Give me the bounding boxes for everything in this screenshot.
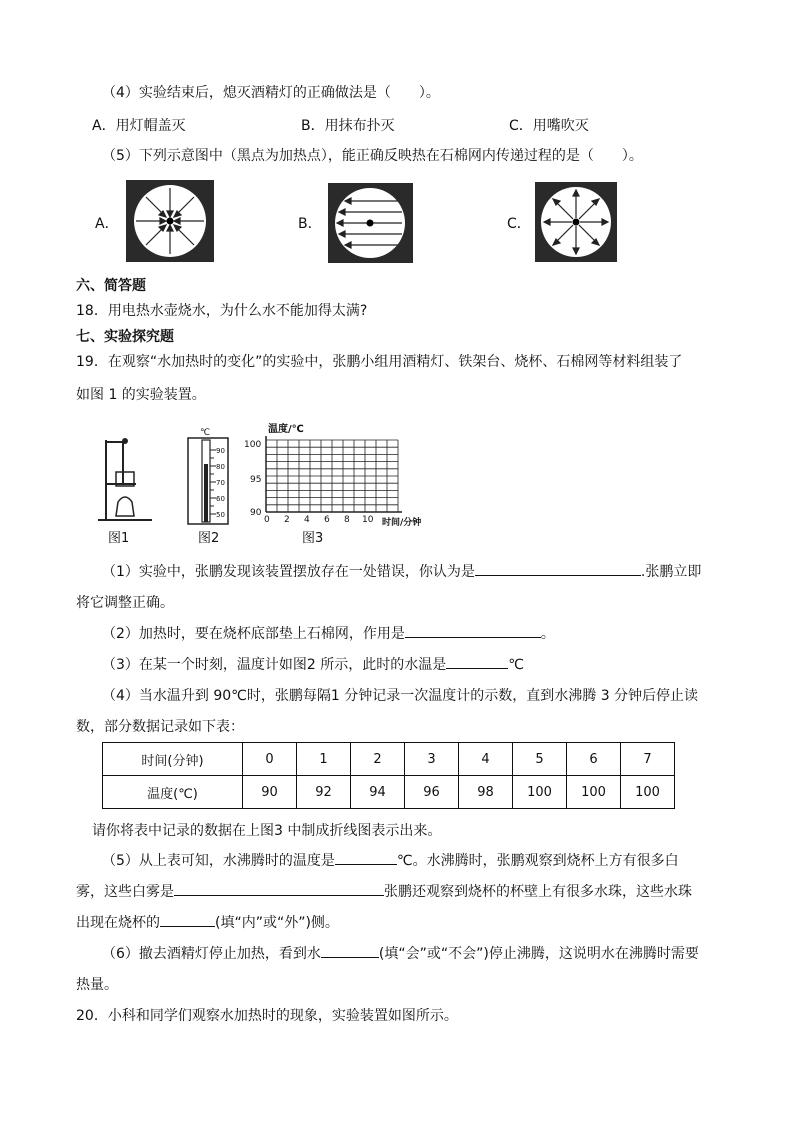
table-cell: 90 bbox=[243, 776, 297, 809]
table-cell: 100 bbox=[513, 776, 567, 809]
q19-p4-after: 请你将表中记录的数据在上图3 中制成折线图表示出来。 bbox=[92, 823, 442, 839]
thermometer-tick: 50 bbox=[216, 511, 225, 519]
table-cell: 100 bbox=[567, 776, 621, 809]
q17-p4-option-b[interactable]: B．用抹布扑灭 bbox=[301, 118, 395, 134]
q19-p6-text-b: (填“会”或“不会”)停止沸腾，这说明水在沸腾时需要 bbox=[378, 946, 699, 962]
section-7-title: 七、实验探究题 bbox=[76, 329, 174, 345]
q19-p5-line2-text-a: 雾，这些白雾是 bbox=[76, 884, 174, 900]
graph-x-tick: 2 bbox=[284, 515, 290, 525]
q19-p6-answer-blank[interactable] bbox=[321, 943, 379, 958]
graph-y-tick: 100 bbox=[244, 440, 262, 450]
thermometer-tick: 70 bbox=[216, 479, 225, 487]
q17-p5-label-b: B． bbox=[298, 216, 322, 232]
table-header-temperature: 温度(℃) bbox=[103, 776, 243, 809]
table-row-temperature bbox=[103, 776, 675, 809]
q19-p1-text-b: .张鹏立即 bbox=[640, 564, 702, 580]
q19-p6-line2: 热量。 bbox=[76, 977, 118, 993]
table-cell: 92 bbox=[297, 776, 351, 809]
temperature-table bbox=[102, 742, 675, 809]
q19-p2-text-a: （2）加热时，要在烧杯底部垫上石棉网，作用是 bbox=[102, 626, 405, 642]
table-cell: 5 bbox=[513, 743, 567, 776]
q19-p4-line1: （4）当水温升到 90℃时，张鹏每隔1 分钟记录一次温度计的示数，直到水沸腾 3 分钟后停止读 bbox=[102, 688, 699, 704]
q19-p2-text-b: 。 bbox=[540, 626, 555, 642]
table-cell: 0 bbox=[243, 743, 297, 776]
q17-p5-label-c: C． bbox=[507, 216, 531, 232]
table-row-time bbox=[103, 743, 675, 776]
q19-p1-text-a: （1）实验中，张鹏发现该装置摆放存在一处错误，你认为是 bbox=[102, 564, 475, 580]
q17-p4-stem: （4）实验结束后，熄灭酒精灯的正确做法是（ ）。 bbox=[102, 85, 440, 101]
q19-p5-answer-blank-3[interactable] bbox=[160, 912, 215, 927]
q19-p3-text-b: ℃ bbox=[508, 657, 524, 673]
table-cell: 7 bbox=[621, 743, 675, 776]
q19-p1-line1 bbox=[102, 561, 701, 581]
thermometer-tick: 80 bbox=[216, 463, 225, 471]
thermometer-tick: 60 bbox=[216, 495, 225, 503]
q19-p5-line1 bbox=[102, 850, 679, 870]
section-6-title: 六、简答题 bbox=[76, 278, 146, 294]
graph-x-axis-label: 时间/分钟 bbox=[382, 518, 422, 528]
q19-intro-line1: 19．在观察“水加热时的变化”的实验中，张鹏小组用酒精灯、铁架台、烧杯、石棉网等材料组装了 bbox=[76, 354, 683, 370]
q19-p6-text-a: （6）撤去酒精灯停止加热，看到水 bbox=[102, 946, 321, 962]
q19-p3-text-a: （3）在某一个时刻，温度计如图2 所示，此时的水温是 bbox=[102, 657, 447, 673]
heat-diagram-a[interactable] bbox=[126, 180, 214, 262]
graph-x-tick: 4 bbox=[304, 515, 310, 525]
table-cell: 4 bbox=[459, 743, 513, 776]
q19-p1-answer-blank[interactable] bbox=[475, 561, 641, 576]
q17-p4-option-a[interactable]: A．用灯帽盖灭 bbox=[92, 118, 186, 134]
table-cell: 94 bbox=[351, 776, 405, 809]
figure-3-label: 图3 bbox=[302, 531, 324, 546]
q19-p2-answer-blank[interactable] bbox=[405, 623, 541, 638]
q19-p5-answer-blank-2[interactable] bbox=[174, 881, 384, 896]
figure-3-graph-grid[interactable] bbox=[262, 432, 432, 518]
q17-p4-option-c[interactable]: C．用嘴吹灭 bbox=[509, 118, 589, 134]
graph-x-tick: 8 bbox=[344, 515, 350, 525]
graph-x-tick: 0 bbox=[264, 515, 270, 525]
q19-p5-line3 bbox=[76, 912, 339, 932]
table-cell: 100 bbox=[621, 776, 675, 809]
table-cell: 3 bbox=[405, 743, 459, 776]
heat-diagram-c[interactable] bbox=[535, 182, 617, 262]
q19-p3-line bbox=[102, 654, 524, 674]
figure-1-apparatus bbox=[96, 432, 156, 524]
figure-2-label: 图2 bbox=[198, 531, 220, 546]
q19-p4-line2: 数，部分数据记录如下表： bbox=[76, 719, 244, 735]
thermometer-tick: 90 bbox=[216, 447, 225, 455]
graph-y-axis-label: 温度/℃ bbox=[268, 424, 304, 435]
table-cell: 1 bbox=[297, 743, 351, 776]
heat-diagram-b[interactable] bbox=[328, 183, 413, 263]
q17-p5-stem: （5）下列示意图中（黑点为加热点），能正确反映热在石棉网内传递过程的是（ ）。 bbox=[102, 148, 643, 164]
q20-text: 20．小科和同学们观察水加热时的现象，实验装置如图所示。 bbox=[76, 1008, 458, 1024]
q19-p6-line1 bbox=[102, 943, 699, 963]
q18-text: 18．用电热水壶烧水，为什么水不能加得太满? bbox=[76, 303, 368, 319]
q19-p5-answer-blank-1[interactable] bbox=[335, 850, 397, 865]
table-cell: 6 bbox=[567, 743, 621, 776]
thermometer-unit: ℃ bbox=[200, 428, 211, 438]
graph-x-tick: 10 bbox=[362, 515, 374, 525]
figure-1-label: 图1 bbox=[108, 531, 130, 546]
table-cell: 96 bbox=[405, 776, 459, 809]
q19-p5-text-a: （5）从上表可知，水沸腾时的温度是 bbox=[102, 853, 335, 869]
table-cell: 2 bbox=[351, 743, 405, 776]
q19-p5-text-b: ℃。水沸腾时，张鹏观察到烧杯上方有很多白 bbox=[396, 853, 679, 869]
table-header-time: 时间(分钟) bbox=[103, 743, 243, 776]
q19-p5-line2 bbox=[76, 881, 692, 901]
q19-p5-line3-text-a: 出现在烧杯的 bbox=[76, 915, 160, 931]
q19-p5-line2-text-b: 张鹏还观察到烧杯的杯壁上有很多水珠，这些水珠 bbox=[384, 884, 692, 900]
graph-y-tick: 95 bbox=[250, 475, 262, 485]
table-cell: 98 bbox=[459, 776, 513, 809]
q19-p5-line3-text-b: (填“内”或“外”)侧。 bbox=[215, 915, 339, 931]
q19-p2-line bbox=[102, 623, 555, 643]
graph-x-tick: 6 bbox=[324, 515, 330, 525]
q19-p1-line2: 将它调整正确。 bbox=[76, 595, 174, 611]
q17-p5-label-a: A． bbox=[95, 216, 119, 232]
q19-p3-answer-blank[interactable] bbox=[446, 654, 508, 669]
q19-intro-line2: 如图 1 的实验装置。 bbox=[76, 387, 206, 403]
graph-y-tick: 90 bbox=[250, 508, 262, 518]
